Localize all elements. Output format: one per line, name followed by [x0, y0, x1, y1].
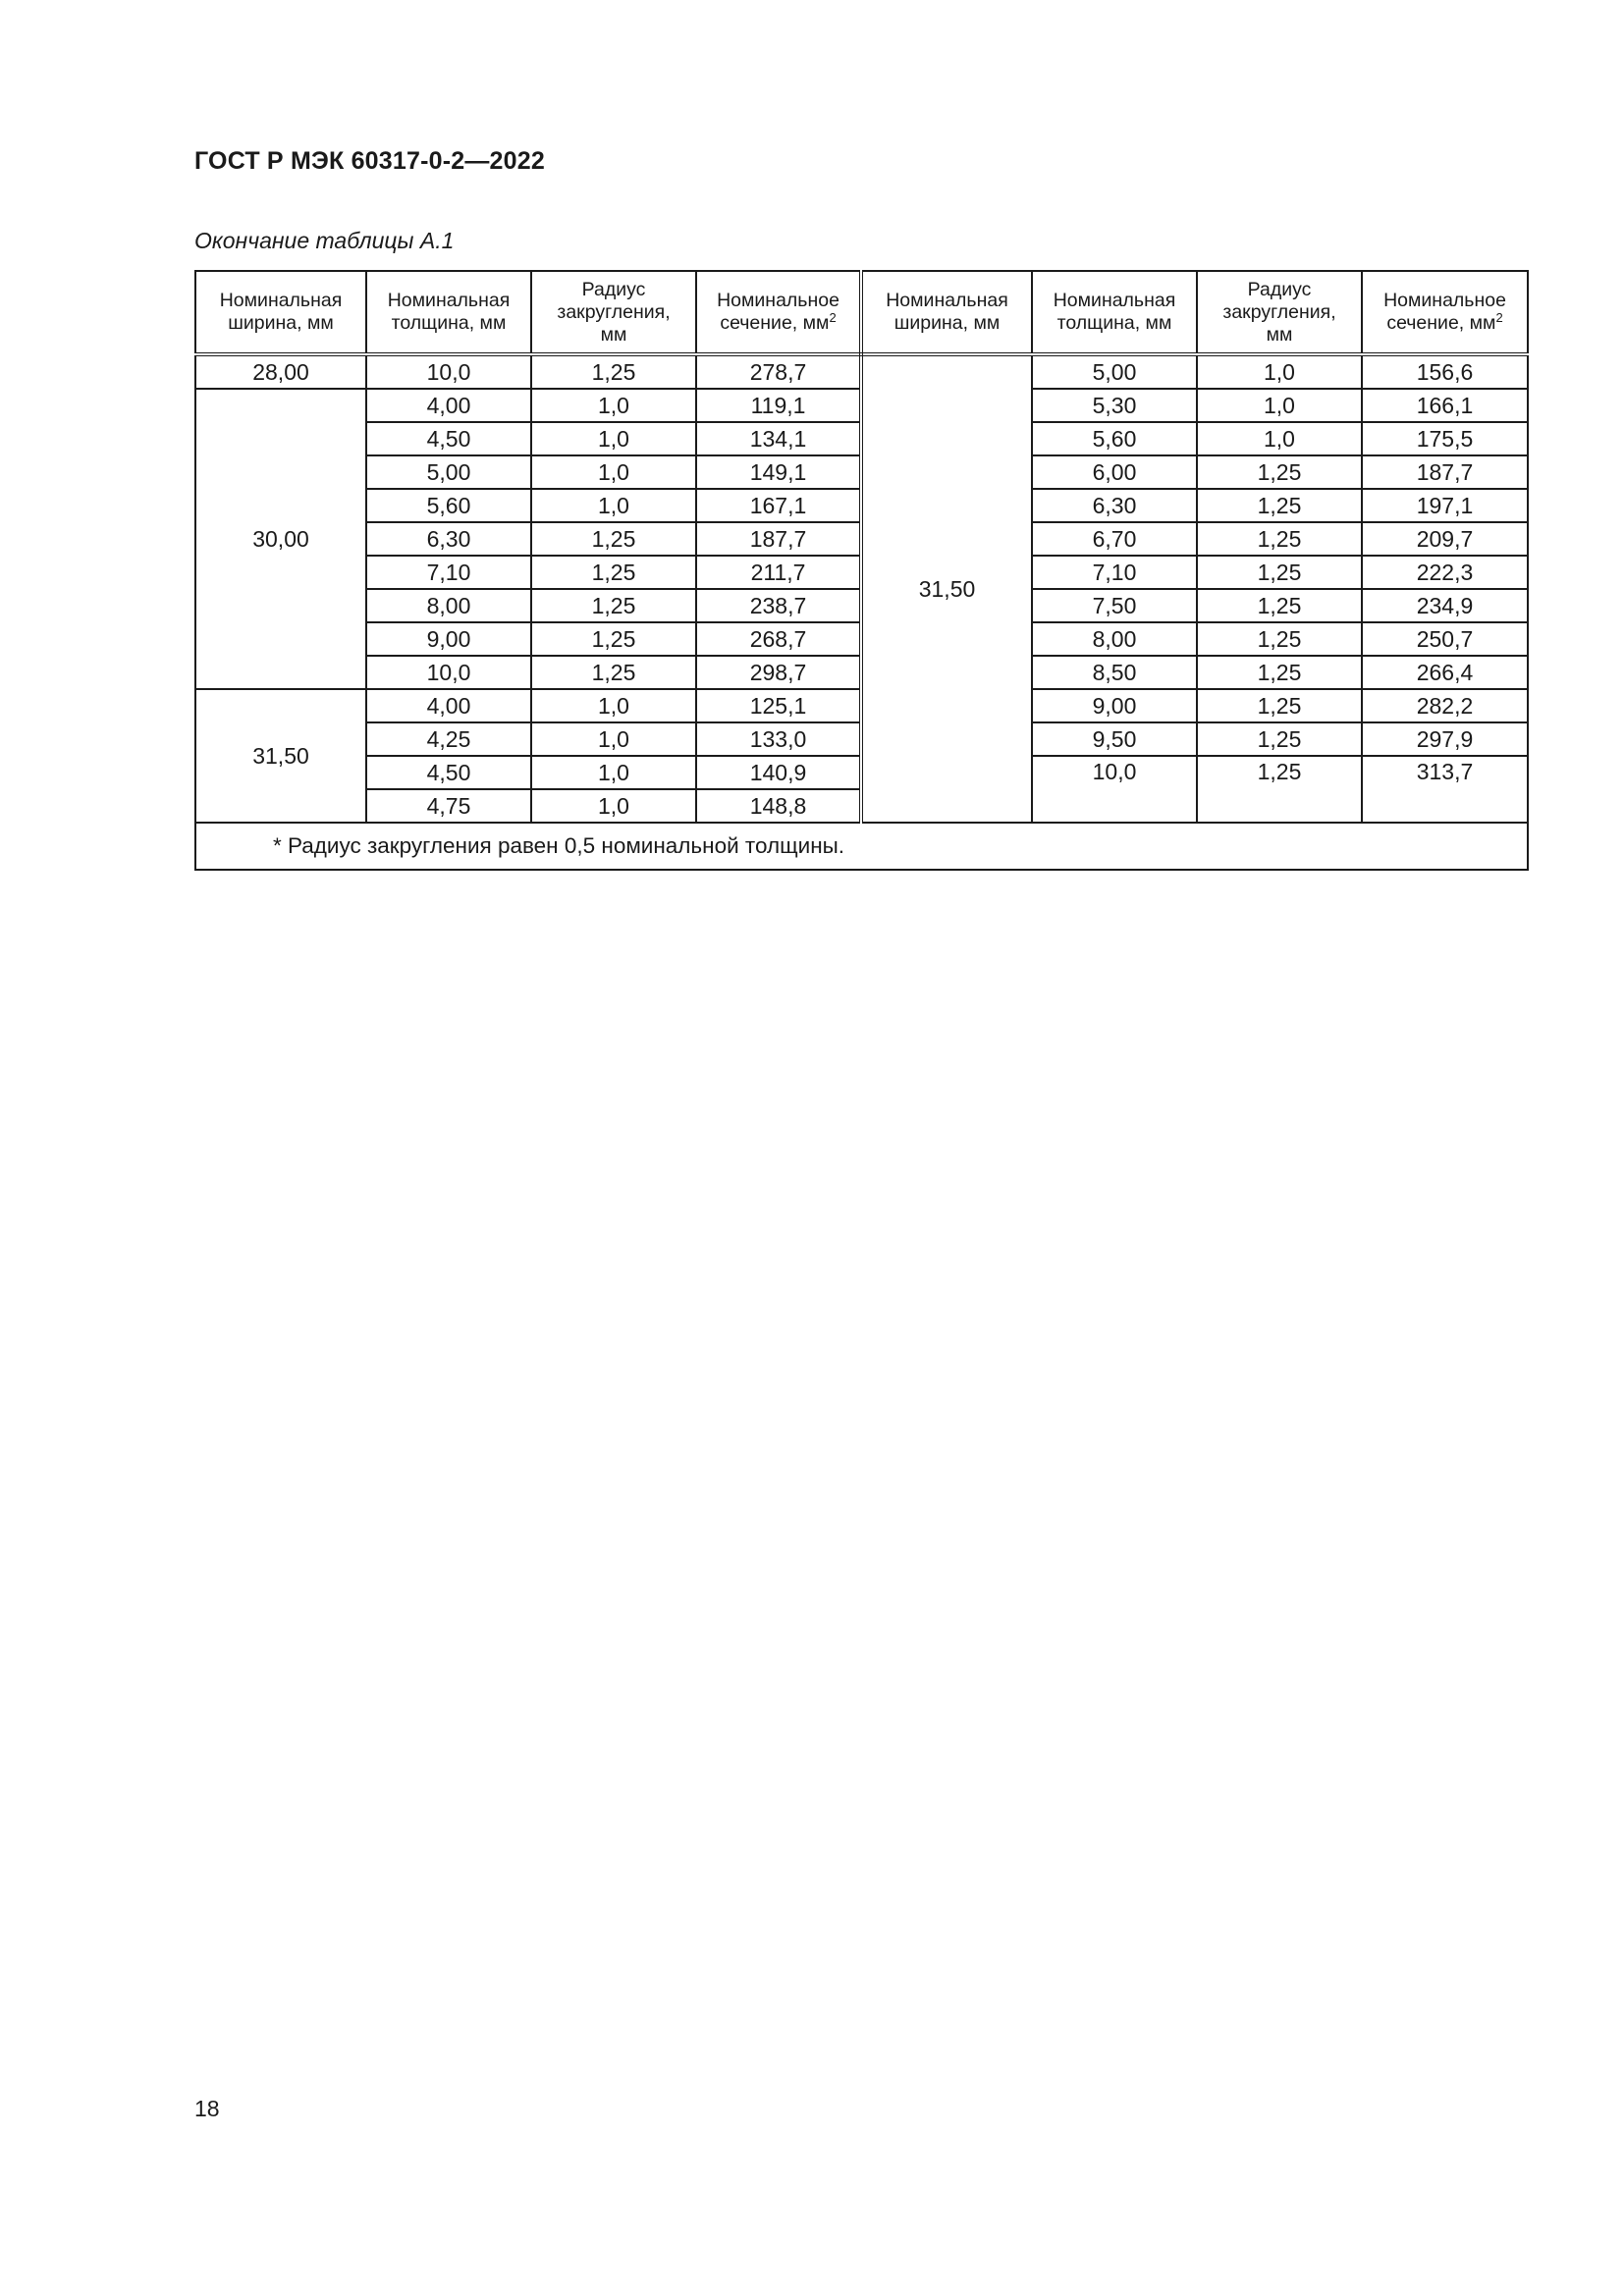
nominal-thickness-cell: 5,00 [1032, 354, 1197, 389]
corner-radius-cell: 1,25 [1197, 489, 1362, 522]
corner-radius-cell: 1,25 [1197, 689, 1362, 722]
column-header [1362, 271, 1528, 354]
column-header-line: Номинальная [387, 290, 511, 311]
nominal-section-cell: 238,7 [696, 589, 861, 622]
corner-radius-cell: 1,0 [531, 489, 696, 522]
nominal-section-cell: 119,1 [696, 389, 861, 422]
nominal-section-cell: 148,8 [696, 789, 861, 823]
column-header-line: сечение, мм [720, 312, 830, 334]
nominal-thickness-cell: 8,50 [1032, 656, 1197, 689]
nominal-section-cell: 125,1 [696, 689, 861, 722]
corner-radius-cell: 1,0 [531, 389, 696, 422]
nominal-section-cell: 187,7 [1362, 455, 1528, 489]
corner-radius-cell: 1,25 [531, 589, 696, 622]
corner-radius-cell: 1,25 [1197, 455, 1362, 489]
nominal-section-cell: 209,7 [1362, 522, 1528, 556]
unit-superscript: 2 [829, 310, 837, 325]
corner-radius-cell: 1,0 [531, 455, 696, 489]
nominal-thickness-cell: 8,00 [1032, 622, 1197, 656]
column-header [861, 271, 1032, 354]
corner-radius-cell: 1,25 [1197, 622, 1362, 656]
column-header-line: закругления, [557, 300, 671, 323]
nominal-section-cell: 133,0 [696, 722, 861, 756]
column-header [696, 271, 861, 354]
table-footnote: * Радиус закругления равен 0,5 номинальной толщины. [195, 823, 1528, 870]
column-header-line: закругления, [1222, 300, 1336, 323]
column-header-line: Номинальная [886, 290, 1008, 311]
table-caption: Окончание таблицы А.1 [194, 228, 455, 253]
nominal-thickness-cell: 6,30 [366, 522, 531, 556]
nominal-thickness-cell: 8,00 [366, 589, 531, 622]
corner-radius-cell: 1,25 [1197, 522, 1362, 556]
nominal-thickness-cell: 9,00 [366, 622, 531, 656]
corner-radius-cell: 1,25 [531, 522, 696, 556]
corner-radius-cell: 1,0 [1197, 354, 1362, 389]
column-header-line: Радиус [1247, 278, 1312, 300]
nominal-thickness-cell: 10,0 [366, 656, 531, 689]
nominal-thickness-cell: 9,00 [1032, 689, 1197, 722]
footnote-row [195, 823, 1528, 870]
table-head [195, 271, 1528, 354]
column-header [1032, 271, 1197, 354]
nominal-thickness-cell: 6,30 [1032, 489, 1197, 522]
nominal-thickness-cell: 4,00 [366, 389, 531, 422]
data-table [194, 270, 1529, 871]
nominal-thickness-cell: 9,50 [1032, 722, 1197, 756]
column-header-line: мм [1266, 323, 1293, 346]
corner-radius-cell: 1,25 [1197, 756, 1362, 823]
column-header [531, 271, 696, 354]
corner-radius-cell: 1,25 [531, 354, 696, 389]
nominal-section-cell: 313,7 [1362, 756, 1528, 823]
nominal-section-cell: 234,9 [1362, 589, 1528, 622]
nominal-thickness-cell: 5,00 [366, 455, 531, 489]
corner-radius-cell: 1,0 [531, 756, 696, 789]
nominal-section-cell: 298,7 [696, 656, 861, 689]
column-header-line: ширина, мм [893, 312, 1001, 334]
nominal-section-cell: 166,1 [1362, 389, 1528, 422]
nominal-section-cell: 175,5 [1362, 422, 1528, 455]
column-header-line: Номинальная [1053, 290, 1176, 311]
page-number: 18 [194, 2096, 220, 2121]
nominal-section-cell: 197,1 [1362, 489, 1528, 522]
nominal-thickness-cell: 5,60 [366, 489, 531, 522]
nominal-section-cell: 282,2 [1362, 689, 1528, 722]
nominal-thickness-cell: 4,00 [366, 689, 531, 722]
nominal-section-cell: 167,1 [696, 489, 861, 522]
table-container [194, 270, 1527, 871]
corner-radius-cell: 1,25 [1197, 556, 1362, 589]
nominal-section-cell: 297,9 [1362, 722, 1528, 756]
corner-radius-cell: 1,25 [1197, 722, 1362, 756]
table-row [195, 354, 1528, 389]
corner-radius-cell: 1,25 [531, 556, 696, 589]
unit-superscript: 2 [1495, 310, 1503, 325]
nominal-width-cell: 31,50 [195, 689, 366, 823]
nominal-section-cell: 278,7 [696, 354, 861, 389]
corner-radius-cell: 1,25 [531, 622, 696, 656]
nominal-section-cell: 268,7 [696, 622, 861, 656]
nominal-thickness-cell: 5,30 [1032, 389, 1197, 422]
nominal-section-cell: 266,4 [1362, 656, 1528, 689]
nominal-section-cell: 156,6 [1362, 354, 1528, 389]
column-header-line: мм [600, 323, 627, 346]
nominal-thickness-cell: 4,50 [366, 756, 531, 789]
column-header-line: ширина, мм [228, 312, 334, 334]
table-body [195, 354, 1528, 870]
nominal-thickness-cell: 4,75 [366, 789, 531, 823]
column-header-line: Номинальная [219, 290, 343, 311]
corner-radius-cell: 1,0 [531, 789, 696, 823]
document-code: ГОСТ Р МЭК 60317-0-2—2022 [194, 147, 545, 175]
column-header-line: Номинальное [1383, 290, 1506, 311]
nominal-thickness-cell: 7,10 [366, 556, 531, 589]
nominal-width-cell: 28,00 [195, 354, 366, 389]
nominal-section-cell: 211,7 [696, 556, 861, 589]
nominal-section-cell: 140,9 [696, 756, 861, 789]
nominal-thickness-cell: 4,50 [366, 422, 531, 455]
corner-radius-cell: 1,0 [531, 422, 696, 455]
corner-radius-cell: 1,0 [1197, 389, 1362, 422]
corner-radius-cell: 1,0 [531, 689, 696, 722]
corner-radius-cell: 1,25 [531, 656, 696, 689]
nominal-thickness-cell: 5,60 [1032, 422, 1197, 455]
nominal-section-cell: 149,1 [696, 455, 861, 489]
nominal-thickness-cell: 7,50 [1032, 589, 1197, 622]
column-header-line: Радиус [581, 278, 646, 300]
column-header [366, 271, 531, 354]
column-header [195, 271, 366, 354]
nominal-section-cell: 250,7 [1362, 622, 1528, 656]
nominal-section-cell: 134,1 [696, 422, 861, 455]
nominal-thickness-cell: 10,0 [366, 354, 531, 389]
corner-radius-cell: 1,0 [531, 722, 696, 756]
column-header [1197, 271, 1362, 354]
corner-radius-cell: 1,25 [1197, 656, 1362, 689]
nominal-thickness-cell: 7,10 [1032, 556, 1197, 589]
nominal-section-cell: 222,3 [1362, 556, 1528, 589]
column-header-line: сечение, мм [1386, 312, 1496, 334]
column-header-line: толщина, мм [391, 312, 507, 334]
header-row [195, 271, 1528, 354]
nominal-thickness-cell: 4,25 [366, 722, 531, 756]
nominal-width-cell: 30,00 [195, 389, 366, 689]
column-header-line: Номинальное [717, 290, 839, 311]
nominal-section-cell: 187,7 [696, 522, 861, 556]
nominal-thickness-cell: 6,00 [1032, 455, 1197, 489]
nominal-thickness-cell: 6,70 [1032, 522, 1197, 556]
nominal-width-cell: 31,50 [861, 354, 1032, 823]
column-header-line: толщина, мм [1056, 312, 1172, 334]
nominal-thickness-cell: 10,0 [1032, 756, 1197, 823]
corner-radius-cell: 1,25 [1197, 589, 1362, 622]
corner-radius-cell: 1,0 [1197, 422, 1362, 455]
